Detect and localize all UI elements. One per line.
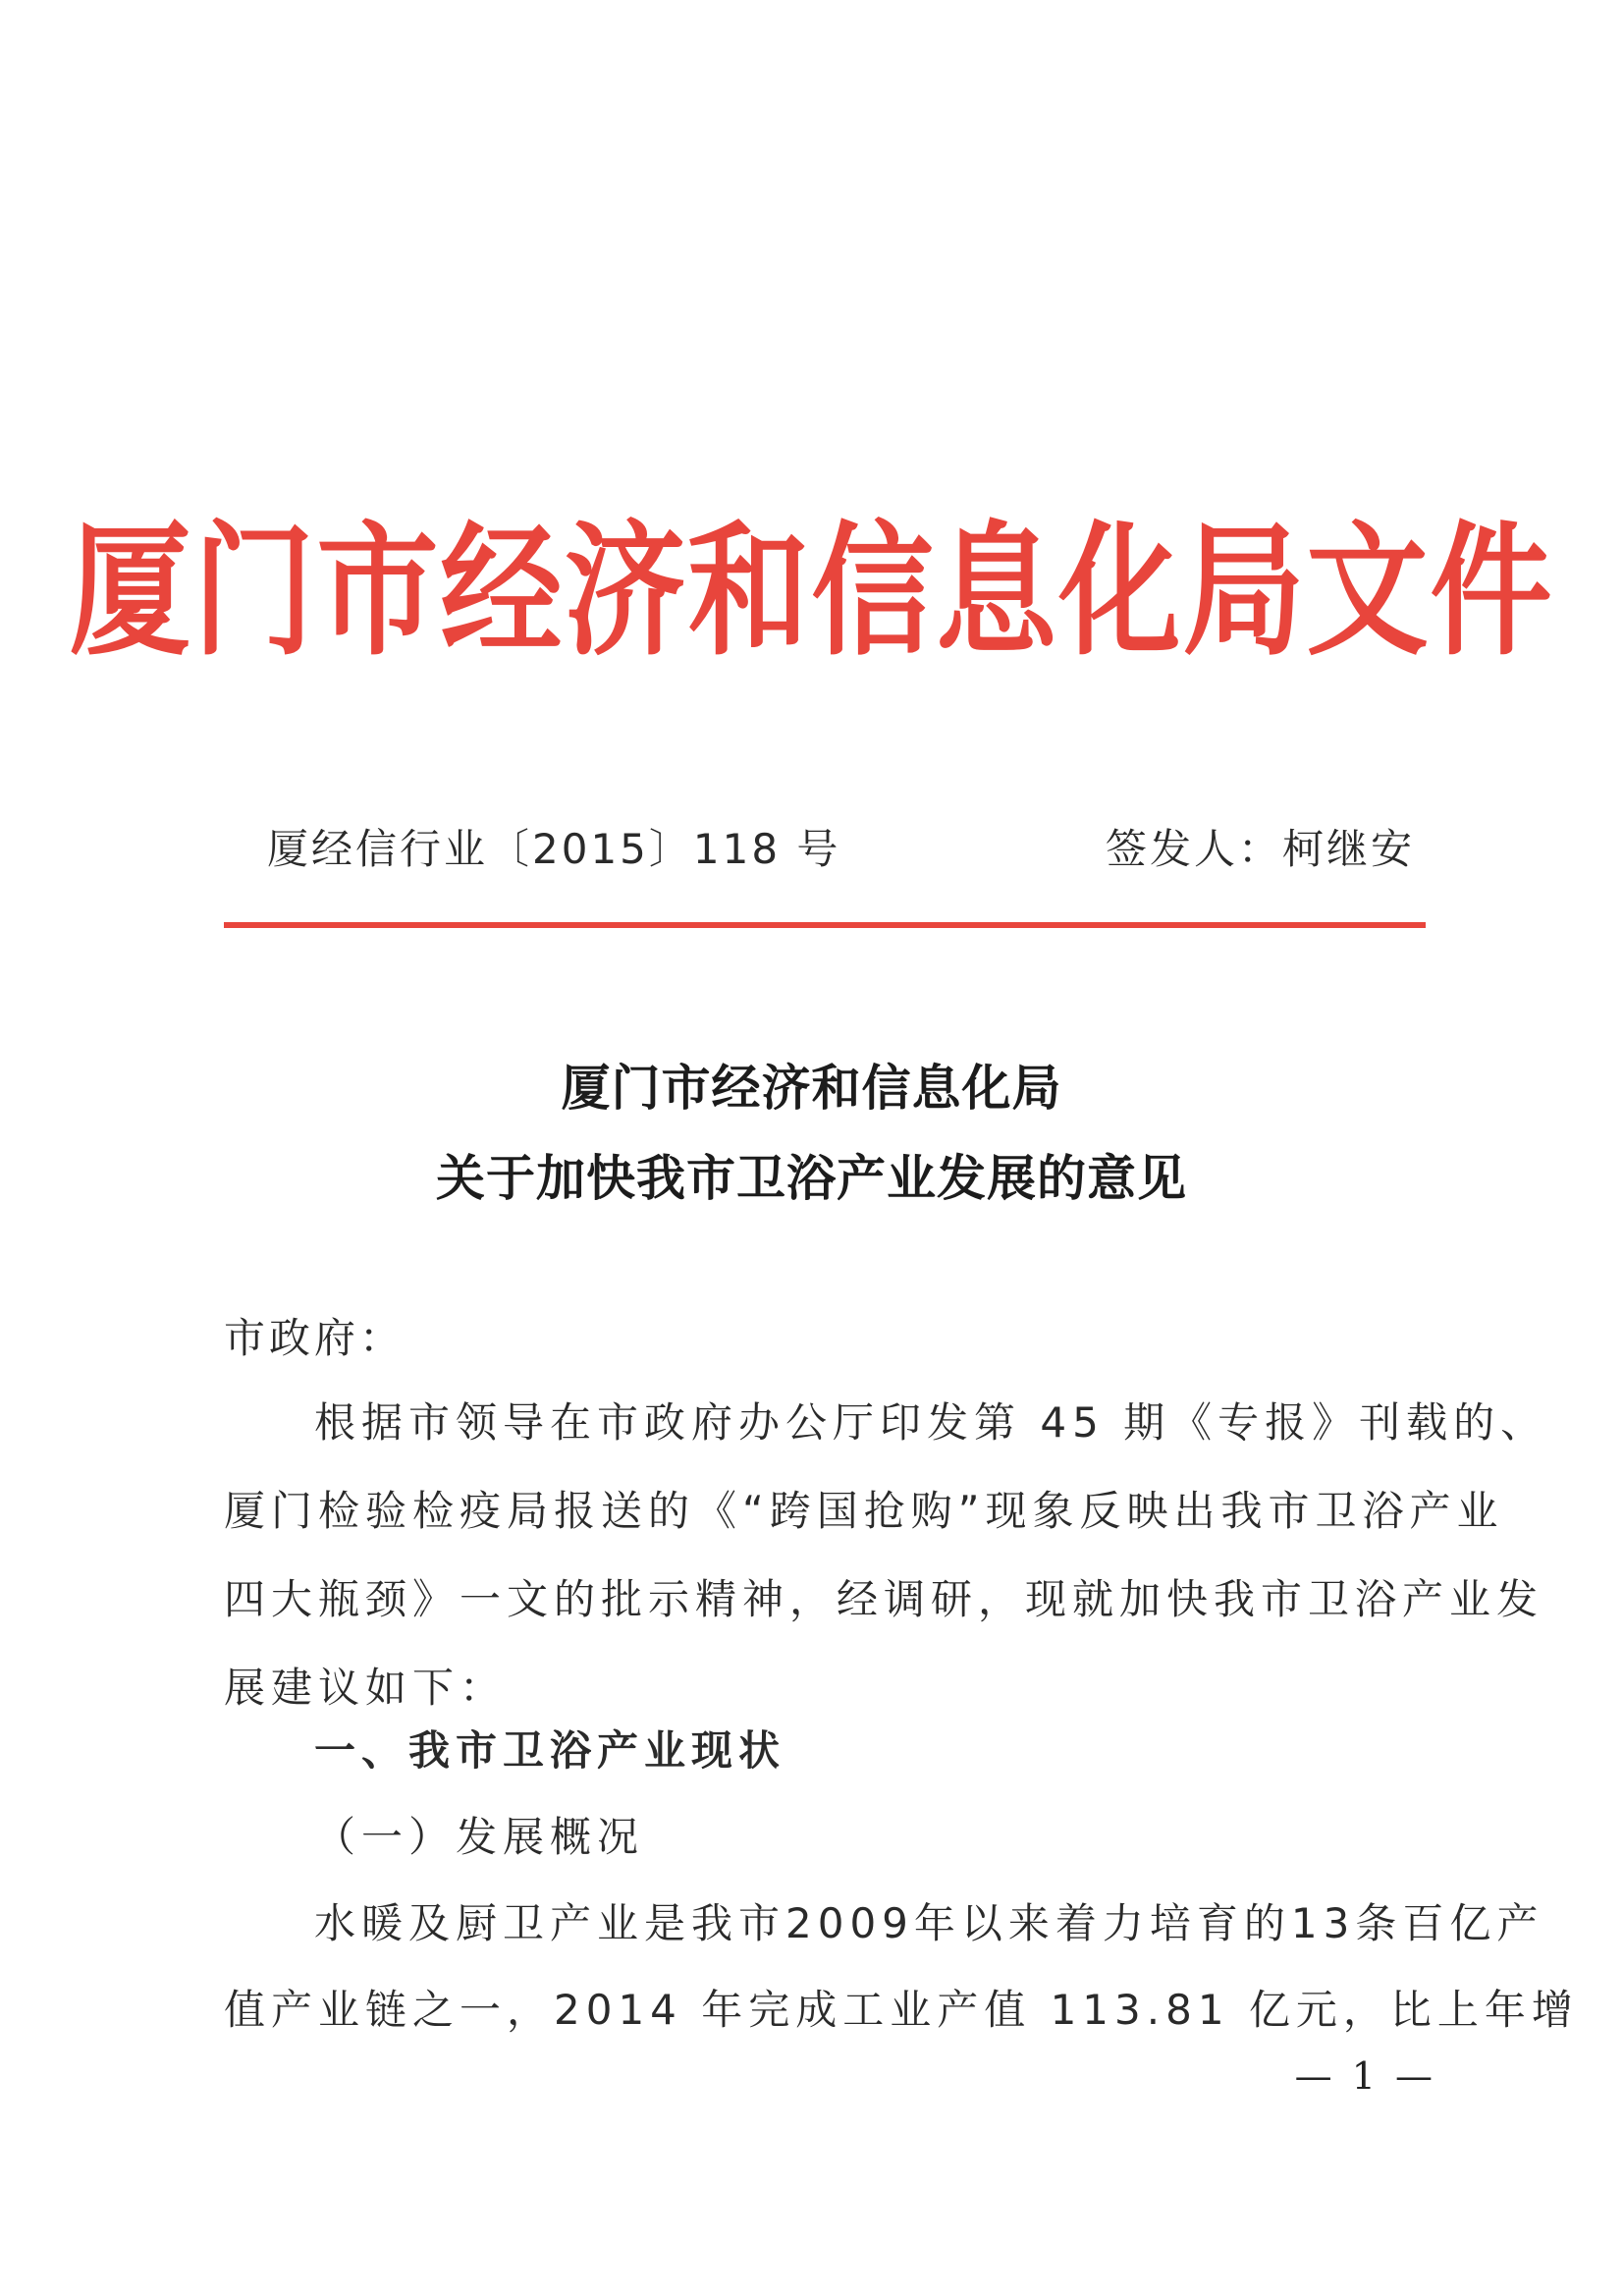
page-number: — 1 — bbox=[1294, 2054, 1436, 2098]
paragraph-1-line-4: 展建议如下： bbox=[224, 1664, 508, 1712]
section-heading-2: （一）发展概况 bbox=[314, 1813, 645, 1861]
paragraph-2-line-1: 水暖及厨卫产业是我市2009年以来着力培育的13条百亿产 bbox=[314, 1899, 1544, 1947]
paragraph-1-line-3: 四大瓶颈》一文的批示精神，经调研，现就加快我市卫浴产业发 bbox=[224, 1575, 1544, 1623]
addressee: 市政府： bbox=[224, 1314, 406, 1362]
document-title-line-1: 厦门市经济和信息化局 bbox=[561, 1059, 1062, 1117]
paragraph-1-line-1: 根据市领导在市政府办公厅印发第 45 期《专报》刊载的、 bbox=[314, 1398, 1548, 1447]
signer: 签发人：柯继安 bbox=[1105, 825, 1415, 873]
paragraph-2-line-2: 值产业链之一，2014 年完成工业产值 113.81 亿元，比上年增 bbox=[224, 1986, 1579, 2034]
document-meta-row bbox=[267, 817, 1415, 876]
red-divider-line bbox=[224, 922, 1426, 928]
paragraph-1-line-2: 厦门检验检疫局报送的《“跨国抢购”现象反映出我市卫浴产业 bbox=[224, 1487, 1504, 1535]
document-title-line-2: 关于加快我市卫浴产业发展的意见 bbox=[436, 1149, 1187, 1207]
document-number: 厦经信行业〔2015〕118 号 bbox=[267, 825, 841, 873]
masthead-title: 厦门市经济和信息化局文件 bbox=[69, 508, 1554, 677]
section-heading-1: 一、我市卫浴产业现状 bbox=[314, 1726, 786, 1775]
